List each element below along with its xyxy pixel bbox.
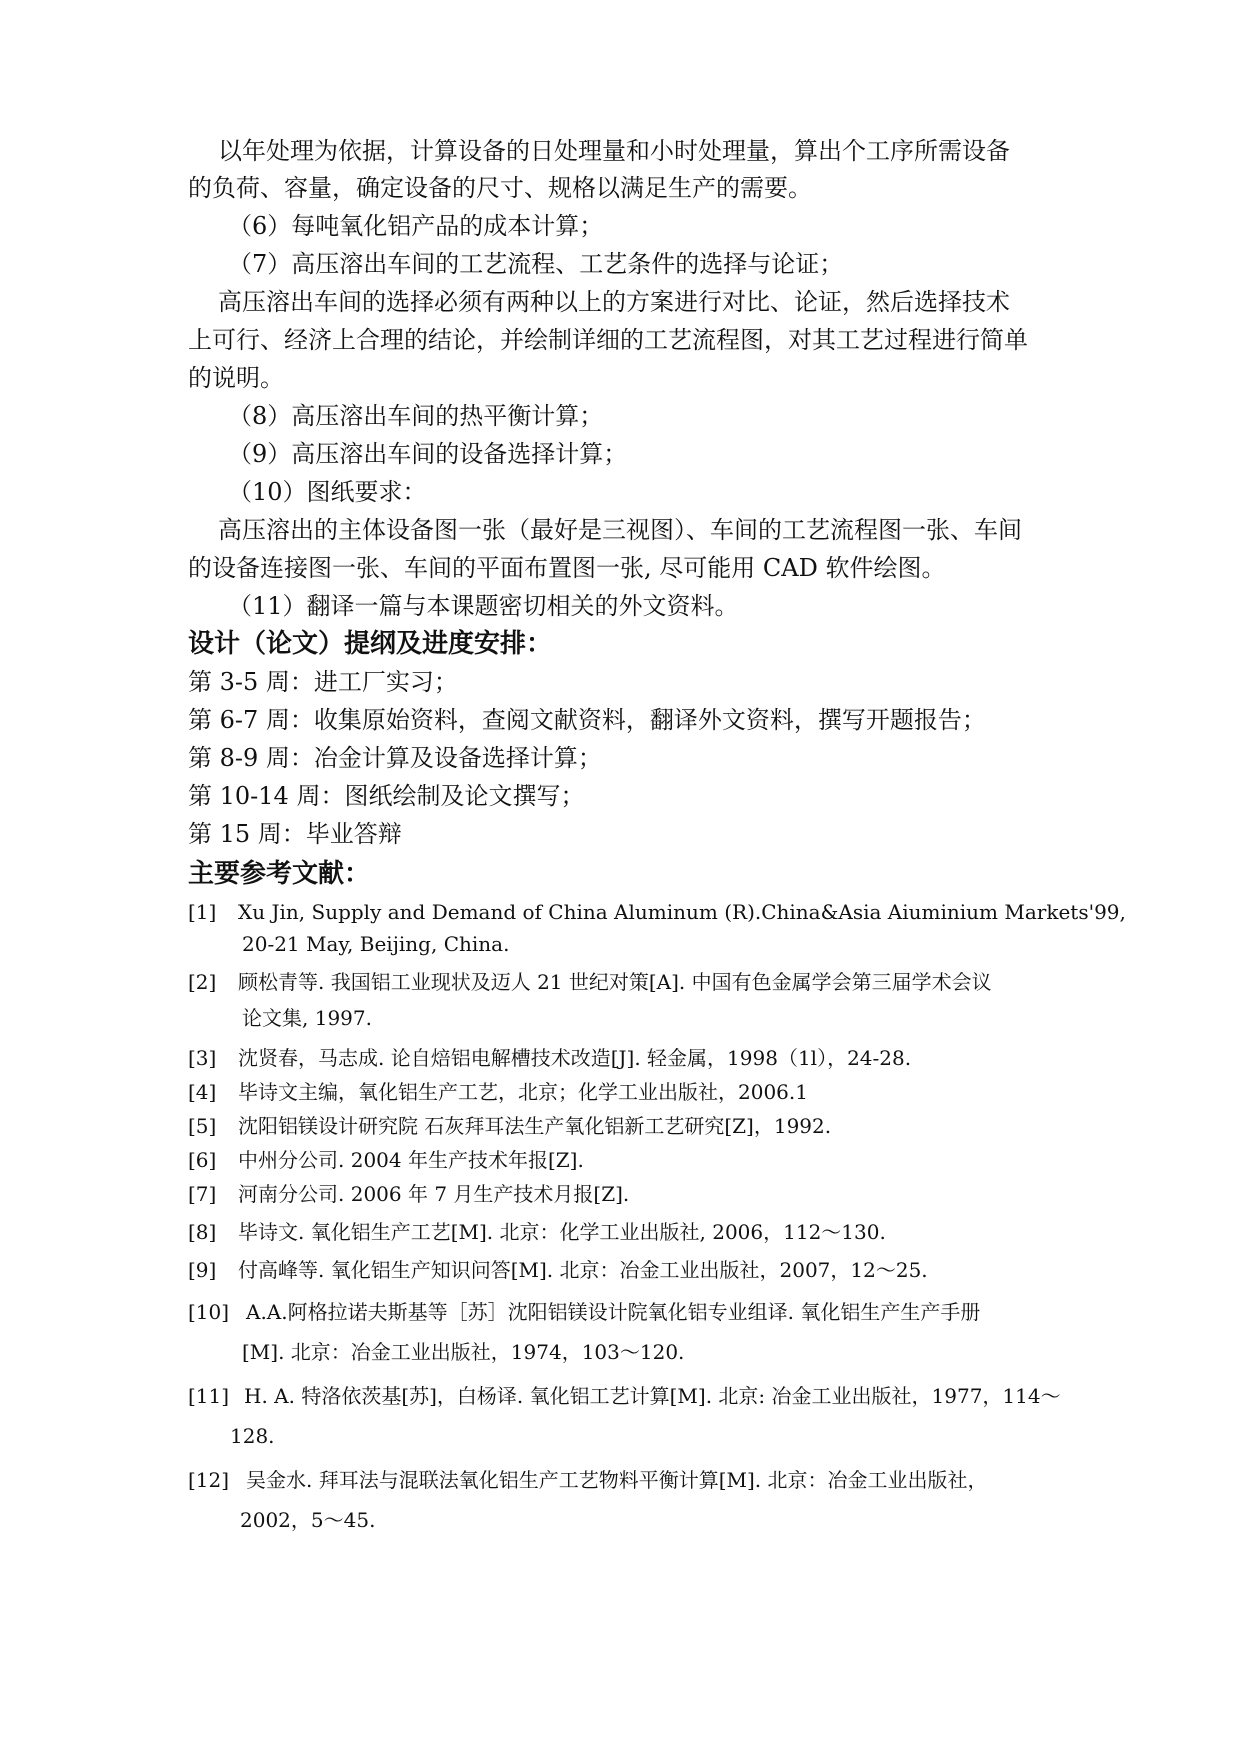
paragraph-line: 高压溶出的主体设备图一张（最好是三视图）、车间的工艺流程图一张、车间	[218, 516, 1022, 544]
list-item: （11）翻译一篇与本课题密切相关的外文资料。	[228, 592, 739, 620]
reference-text: 付高峰等. 氧化铝生产知识问答[M]. 北京：冶金工业出版社，2007，12～25.	[238, 1258, 928, 1282]
list-item: （8）高压溶出车间的热平衡计算；	[228, 402, 604, 430]
reference-text: A.A.阿格拉诺夫斯基等［苏］沈阳铝镁设计院氧化铝专业组译. 氧化铝生产生产手册	[246, 1300, 981, 1324]
reference-text-continued: 2002，5～45.	[240, 1508, 376, 1532]
list-item: （7）高压溶出车间的工艺流程、工艺条件的选择与论证；	[228, 250, 844, 278]
reference-number: [5]	[188, 1114, 217, 1138]
reference-text: H. A. 特洛依茨基[苏]，白杨译. 氧化铝工艺计算[M]. 北京: 冶金工业出版社，1977，114～	[244, 1384, 1061, 1408]
schedule-item: 第 8-9 周：冶金计算及设备选择计算；	[188, 744, 602, 772]
schedule-item: 第 6-7 周：收集原始资料，查阅文献资料，翻译外文资料，撰写开题报告；	[188, 706, 986, 734]
reference-text-continued: 论文集, 1997.	[242, 1006, 372, 1030]
reference-text-continued: 128.	[230, 1424, 275, 1448]
schedule-item: 第 3-5 周：进工厂实习；	[188, 668, 458, 696]
reference-number: [11]	[188, 1384, 230, 1408]
reference-number: [12]	[188, 1468, 230, 1492]
schedule-item: 第 10-14 周：图纸绘制及论文撰写；	[188, 782, 585, 810]
reference-number: [1]	[188, 900, 217, 924]
reference-number: [6]	[188, 1148, 217, 1172]
reference-number: [9]	[188, 1258, 217, 1282]
schedule-item: 第 15 周：毕业答辩	[188, 820, 402, 848]
paragraph-line: 上可行、经济上合理的结论，并绘制详细的工艺流程图，对其工艺过程进行简单	[188, 326, 1028, 354]
paragraph-line: 的负荷、容量，确定设备的尺寸、规格以满足生产的需要。	[188, 174, 812, 202]
reference-text: 河南分公司. 2006 年 7 月生产技术月报[Z].	[238, 1182, 630, 1206]
reference-text: Xu Jin, Supply and Demand of China Aluminum (R).China&Asia Aiuminium Markets'99,	[238, 900, 1126, 924]
reference-text-continued: [M]. 北京：冶金工业出版社，1974，103～120.	[242, 1340, 685, 1364]
reference-text: 毕诗文. 氧化铝生产工艺[M]. 北京：化学工业出版社, 2006，112～130.	[238, 1220, 886, 1244]
reference-text: 顾松青等. 我国铝工业现状及迈人 21 世纪对策[A]. 中国有色金属学会第三届学术会议	[238, 970, 992, 994]
reference-number: [3]	[188, 1046, 217, 1070]
reference-text: 吴金水. 拜耳法与混联法氧化铝生产工艺物料平衡计算[M]. 北京：冶金工业出版社，	[246, 1468, 988, 1492]
reference-number: [4]	[188, 1080, 217, 1104]
reference-text: 沈阳铝镁设计研究院 石灰拜耳法生产氧化铝新工艺研究[Z]，1992.	[238, 1114, 832, 1138]
reference-text: 毕诗文主编，氧化铝生产工艺，北京；化学工业出版社，2006.1	[238, 1080, 808, 1104]
reference-text: 沈贤春，马志成. 论自焙铝电解槽技术改造[J]. 轻金属，1998（1l），24-28.	[238, 1046, 912, 1070]
list-item: （9）高压溶出车间的设备选择计算；	[228, 440, 628, 468]
reference-number: [8]	[188, 1220, 217, 1244]
paragraph-line: 的说明。	[188, 364, 284, 392]
list-item: （6）每吨氧化铝产品的成本计算；	[228, 212, 604, 240]
references-heading: 主要参考文献：	[188, 859, 371, 889]
paragraph-line: 的设备连接图一张、车间的平面布置图一张, 尽可能用 CAD 软件绘图。	[188, 554, 946, 582]
reference-text-continued: 20-21 May, Beijing, China.	[242, 932, 510, 956]
reference-number: [7]	[188, 1182, 217, 1206]
reference-number: [10]	[188, 1300, 230, 1324]
reference-number: [2]	[188, 970, 217, 994]
paragraph-line: 高压溶出车间的选择必须有两种以上的方案进行对比、论证，然后选择技术	[218, 288, 1010, 316]
schedule-heading: 设计（论文）提纲及进度安排：	[188, 629, 553, 659]
list-item: （10）图纸要求：	[228, 478, 427, 506]
reference-text: 中州分公司. 2004 年生产技术年报[Z].	[238, 1148, 584, 1172]
paragraph-line: 以年处理为依据，计算设备的日处理量和小时处理量，算出个工序所需设备	[218, 137, 1010, 165]
